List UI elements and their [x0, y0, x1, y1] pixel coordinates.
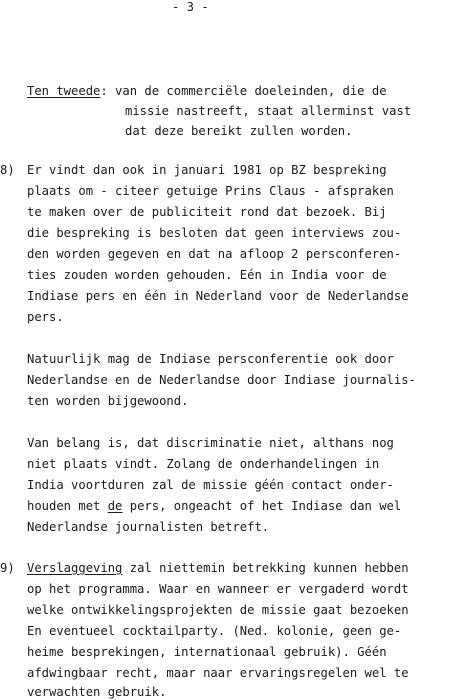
- item-9-number: 9): [0, 561, 15, 575]
- item-9-line-6: afdwingbaar recht, maar naar ervaringsregelen wel te: [27, 666, 409, 680]
- item-8-line-2: plaats om - citeer getuige Prins Claus - afspraken: [27, 184, 394, 198]
- ten-tweede-line-3: dat deze bereikt zullen worden.: [125, 124, 353, 138]
- belang-line-3: India voortduren zal de missie géén contact onder-: [27, 478, 394, 492]
- item-9-first-rest: zal niettemin betrekking kunnen hebben: [122, 561, 409, 575]
- belang-line-4: [27, 499, 401, 514]
- item-9-line-7: verwachten gebruik.: [27, 685, 167, 699]
- belang-line-4-post: pers, ongeacht of het Indiase dan wel: [122, 499, 402, 513]
- item-8-line-1: Er vindt dan ook in januari 1981 op BZ bespreking: [27, 163, 387, 177]
- ten-tweede-text-1: : van de commerciële doeleinden, die de: [100, 84, 387, 98]
- belang-line-1: Van belang is, dat discriminatie niet, althans nog: [27, 436, 394, 450]
- belang-line-5: Nederlandse journalisten betreft.: [27, 520, 270, 534]
- ten-tweede-line-2: missie nastreeft, staat allerminst vast: [125, 104, 412, 118]
- natuurlijk-line-2: Nederlandse en de Nederlandse door Indiase journalis-: [27, 373, 416, 387]
- item-9-line-4: En eventueel cocktailparty. (Ned. kolonie, geen ge-: [27, 624, 402, 638]
- belang-line-4-pre: houden met: [27, 499, 108, 513]
- belang-line-2: niet plaats vindt. Zolang de onderhandelingen in: [27, 457, 380, 471]
- item-9-line-1: [27, 561, 409, 576]
- item-8-line-7: Indiase pers en één in Nederland voor de Nederlandse: [27, 289, 409, 303]
- belang-line-4-underlined: de: [107, 499, 123, 513]
- item-9-underlined: Verslaggeving: [27, 561, 123, 575]
- item-8-number: 8): [0, 163, 15, 177]
- item-8-line-8: pers.: [27, 310, 64, 324]
- natuurlijk-line-3: ten worden bijgewoond.: [27, 394, 189, 408]
- item-8-line-5: den worden gegeven en dat na afloop 2 persconferen-: [27, 247, 402, 261]
- natuurlijk-line-1: Natuurlijk mag de Indiase persconferentie ook door: [27, 352, 394, 366]
- item-9-line-5: heime besprekingen, internationaal gebruik). Géén: [27, 645, 387, 659]
- ten-tweede-line-1: [27, 84, 387, 99]
- ten-tweede-label: Ten tweede: [27, 84, 101, 98]
- item-8-line-3: te maken over de publiciteit rond dat bezoek. Bij: [27, 205, 387, 219]
- item-8-line-6: ties zouden worden gehouden. Eén in India voor de: [27, 268, 387, 282]
- page-number: - 3 -: [172, 0, 209, 14]
- item-8-line-4: die bespreking is besloten dat geen interviews zou-: [27, 226, 402, 240]
- item-9-line-3: welke ontwikkelingsprojekten de missie gaat bezoeken: [27, 603, 409, 617]
- item-9-line-2: op het programma. Waar en wanneer er vergaderd wordt: [27, 582, 409, 596]
